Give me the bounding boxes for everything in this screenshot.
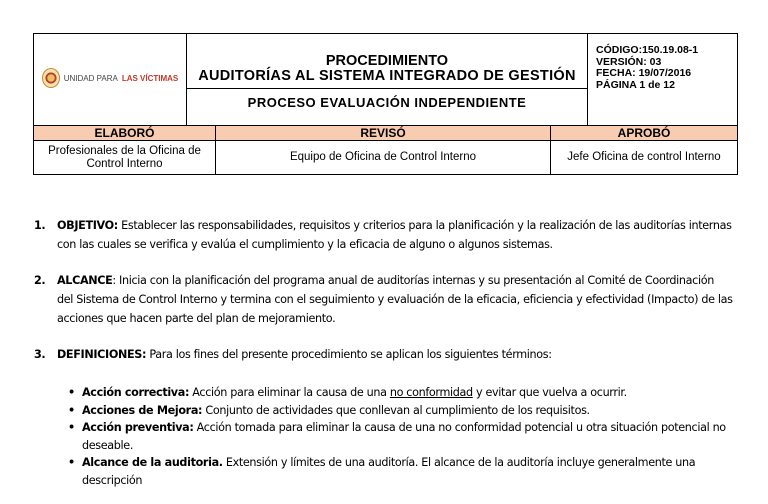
document-header bbox=[33, 33, 738, 128]
section-number: 3. bbox=[34, 348, 46, 361]
document-body bbox=[33, 216, 733, 489]
definition-text: Acción para eliminar la causa de una bbox=[189, 386, 390, 399]
section-heading: DEFINICIONES: bbox=[57, 348, 147, 361]
doc-meta-cell bbox=[588, 34, 738, 128]
aprobo-value: Jefe Oficina de control Interno bbox=[551, 141, 738, 175]
list-item bbox=[70, 454, 733, 489]
definition-text-after: y evitar que vuelva a ocurrir. bbox=[472, 386, 627, 399]
definition-term: Acción preventiva: bbox=[82, 421, 194, 434]
process-title: PROCESO EVALUACIÓN INDEPENDIENTE bbox=[247, 94, 527, 110]
reviso-value: Equipo de Oficina de Control Interno bbox=[216, 141, 551, 175]
section-text: Establecer las responsabilidades, requisitos y criterios para la planificación y la realización de las auditorías internas con las cuales se verifica y evalúa el cumplimiento y la eficacia de alguno o algunos sistemas. bbox=[57, 219, 732, 251]
logo bbox=[42, 68, 179, 88]
logo-text-prefix: UNIDAD PARA bbox=[63, 73, 118, 83]
reviso-label: REVISÓ bbox=[216, 126, 551, 141]
title-cell bbox=[187, 34, 588, 128]
section-text: Para los fines del presente procedimiento se aplican los siguientes términos: bbox=[146, 348, 552, 361]
section-heading: OBJETIVO: bbox=[57, 219, 118, 232]
elaboro-value: Profesionales de la Oficina de Control Interno bbox=[34, 141, 216, 175]
section-number: 1. bbox=[34, 219, 46, 232]
definition-term: Alcance de la auditoria. bbox=[82, 456, 223, 469]
definition-text: Conjunto de actividades que conllevan al cumplimiento de los requisitos. bbox=[202, 403, 590, 417]
definition-term: Acciones de Mejora: bbox=[82, 403, 203, 417]
logo-text-bold: LAS VÍCTIMAS bbox=[121, 73, 179, 83]
doc-version: VERSIÓN: 03 bbox=[596, 55, 662, 68]
section-definiciones bbox=[33, 345, 733, 364]
logo-cell bbox=[34, 34, 187, 128]
definition-term: Acción correctiva: bbox=[82, 386, 190, 399]
coat-of-arms-icon bbox=[42, 68, 60, 88]
doc-page: PÁGINA 1 de 12 bbox=[596, 78, 675, 91]
list-item bbox=[70, 419, 733, 454]
definition-text: Extensión y límites de una auditoría. El alcance de la auditoría incluye generalmente una descripción bbox=[82, 456, 696, 487]
definition-text: Acción tomada para eliminar la causa de una no conformidad potencial u otra situación potencial no deseable. bbox=[82, 421, 726, 452]
section-number: 2. bbox=[34, 274, 46, 287]
section-objetivo bbox=[33, 216, 733, 254]
definitions-list bbox=[33, 384, 733, 489]
section-text: : Inicia con la planificación del programa anual de auditorías internas y su presentación al Comité de Coordinación del Sistema de Control Interno y termina con el seguimiento y evaluación de la eficacia, eficiencia y efectividad (Impacto) de las acciones que hacen parte del plan de mejoramiento. bbox=[57, 274, 733, 325]
aprobo-label: APROBÓ bbox=[551, 126, 738, 141]
doc-title: AUDITORÍAS AL SISTEMA INTEGRADO DE GESTIÓN bbox=[198, 67, 576, 84]
roles-table bbox=[33, 125, 738, 175]
doc-type-title: PROCEDIMIENTO bbox=[325, 52, 449, 69]
section-heading: ALCANCE bbox=[57, 274, 113, 287]
definition-underlined: no conformidad bbox=[389, 386, 473, 399]
list-item bbox=[70, 402, 733, 420]
elaboro-label: ELABORÓ bbox=[34, 126, 216, 141]
doc-date: FECHA: 19/07/2016 bbox=[596, 67, 692, 79]
doc-code: CÓDIGO:150.19.08-1 bbox=[596, 44, 699, 56]
section-alcance bbox=[33, 271, 733, 328]
list-item bbox=[70, 384, 733, 402]
